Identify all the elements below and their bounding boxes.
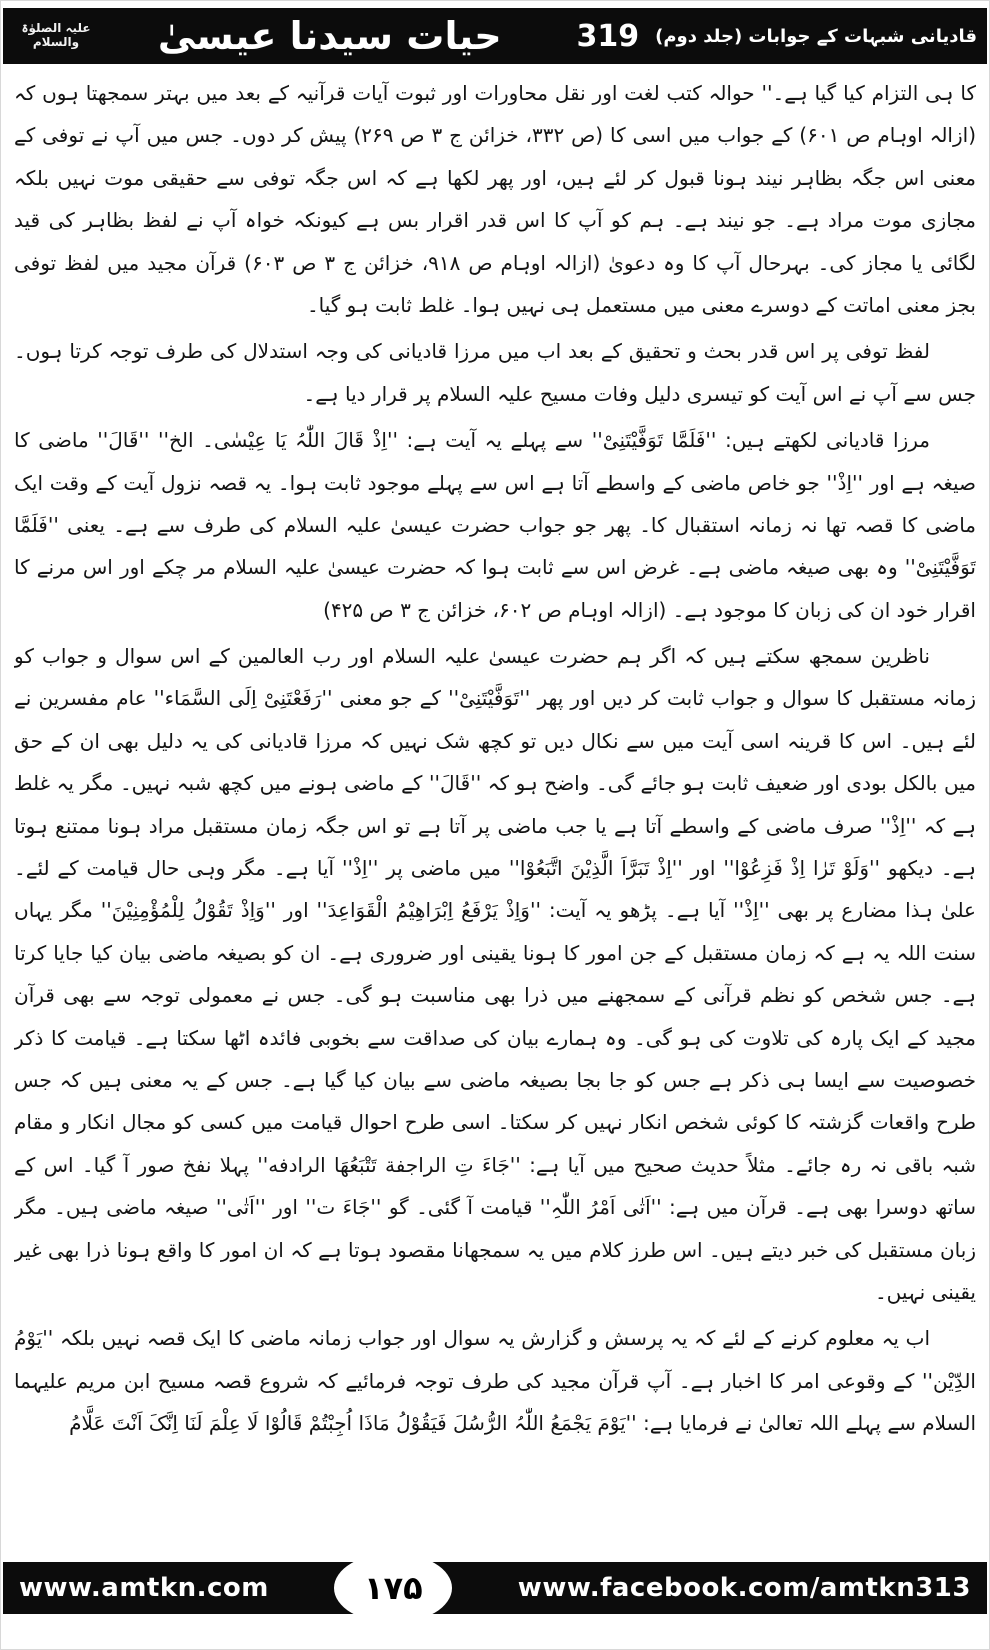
paragraph: مرزا قادیانی لکھتے ہیں: ''فَلَمَّا تَوَفَّیْتَنِیْ'' سے پہلے یہ آیت ہے: ''اِذْ قَالَ اللّٰہُ یَا عِیْسٰی۔ الخ'' ''قَالَ'' ماضی کا صیغہ ہے اور ''اِذْ'' جو خاص ماضی کے واسطے آتا ہے اس سے پہلے موجود ثابت ہوا۔ یہ قصہ نزول آیت کے وقت ایک ماضی کا قصہ تھا نہ زمانہ استقبال کا۔ پھر جو جواب حضرت عیسیٰ علیہ السلام کی طرف سے ہے۔ یعنی ''فَلَمَّا تَوَفَّیْتَنِیْ'' وہ بھی صیغہ ماضی ہے۔ غرض اس سے ثابت ہوا کہ حضرت عیسیٰ علیہ السلام مر چکے اور اس مرنے کا اقرار خود ان کی زبان کا موجود ہے۔ (ازالہ اوہام ص ۶۰۲، خزائن ج ۳ ص ۴۲۵): [14, 428, 976, 622]
body-text: [14, 72, 976, 1550]
page-number: 319: [576, 18, 640, 54]
paragraph: کا ہی التزام کیا گیا ہے۔'' حوالہ کتب لغت اور نقل محاورات اور ثبوت آیات قرآنیہ کے بعد میں بہتر سمجھتا ہوں کہ (ازالہ اوہام ص ۶۰۱) کے جواب میں اسی کا (ص ۳۳۲، خزائن ج ۳ ص ۲۶۹) پیش کر دوں۔ جس میں آپ نے توفی کے معنی اس جگہ بظاہر نیند ہونا قبول کر لئے ہیں، اور پھر لکھا ہے کہ اس جگہ توفی سے حقیقی موت نہیں بلکہ مجازی موت مراد ہے۔ جو نیند ہے۔ ہم کو آپ کا اس قدر اقرار بس ہے کیونکہ خواہ آپ نے لفظ بظاہر کی قید لگائی یا مجاز کی۔ بہرحال آپ کا وہ دعویٰ (ازالہ اوہام ص ۹۱۸، خزائن ج ۳ ص ۶۰۳) قرآن مجید میں لفظ توفی بجز معنی اماتت کے دوسرے معنی میں مستعمل ہی نہیں ہوا۔ غلط ثابت ہو گیا۔: [14, 81, 976, 317]
calligraphy-seal: علیہ الصلوٰۃ والسلام: [21, 21, 91, 49]
chapter-title: قادیانی شبہات کے جوابات (جلد دوم): [655, 25, 977, 47]
book-title: حیات سیدنا عیسیٰ: [157, 14, 502, 58]
header-band: [3, 8, 987, 64]
paragraph: اب یہ معلوم کرنے کے لئے کہ یہ پرسش و گزارش یہ سوال اور جواب زمانہ ماضی کا ایک قصہ نہیں بلکہ ''یَوْمُ الدِّیْن'' کے وقوعی امر کا اخبار ہے۔ آپ قرآن مجید کی طرف توجہ فرمائیے کہ شروع قصہ مسیح ابن مریم علیہما السلام سے پہلے اللہ تعالیٰ نے فرمایا ہے: ''یَوْمَ یَجْمَعُ اللّٰہُ الرُّسُلَ فَیَقُوْلُ مَاذَا اُجِبْتُمْ قَالُوْا لَا عِلْمَ لَنَا اِنَّکَ اَنْتَ عَلَّامُ: [14, 1326, 976, 1436]
footer-page-number-oval: ۱۷۵: [337, 1556, 449, 1620]
paragraph: ناظرین سمجھ سکتے ہیں کہ اگر ہم حضرت عیسیٰ علیہ السلام اور رب العالمین کے اس سوال و جواب کو زمانہ مستقبل کا سوال و جواب ثابت کر دیں اور پھر ''تَوَفَّیْتَنِیْ'' کے جو معنی ''رَفَعْتَنِیْ اِلَی السَّمَاء'' عام مفسرین نے لئے ہیں۔ اس کا قرینہ اسی آیت میں سے نکال دیں تو کچھ شک نہیں کہ مرزا قادیانی کی یہ دلیل بھی ان کے حق میں بالکل بودی اور ضعیف ثابت ہو جائے گی۔ واضح ہو کہ ''قَالَ'' کے ماضی ہونے میں کچھ شبہ نہیں۔ مگر یہ غلط ہے کہ ''اِذْ'' صرف ماضی کے واسطے آتا ہے یا جب ماضی پر آتا ہے تو اس جگہ زمان مستقبل مراد ہونا ممتنع ہوتا ہے۔ دیکھو ''وَلَوْ تَرٰا اِذْ فَزِعُوْا'' اور ''اِذْ تَبَرَّاَ الَّذِیْنَ اتَّبَعُوْا'' میں ماضی پر ''اِذْ'' آیا ہے۔ مگر وہی حال قیامت کے لئے۔ علیٰ ہذا مضارع پر بھی ''اِذْ'' آیا ہے۔ پڑھو یہ آیت: ''وَاِذْ یَرْفَعُ اِبْرَاهِیْمُ الْقَوَاعِدَ'' اور ''وَاِذْ تَقُوْلُ لِلْمُؤْمِنِیْنَ'' مگر یہاں سنت اللہ یہ ہے کہ زمان مستقبل کے جن امور کا ہونا یقینی اور ضروری ہے۔ ان کو بصیغہ ماضی بیان کیا جایا کرتا ہے۔ جس شخص کو نظم قرآنی کے سمجھنے میں ذرا بھی مناسبت ہو گی۔ جس نے معمولی توجہ سے بھی قرآن مجید کے ایک پارہ کی تلاوت کی ہو گی۔ وہ ہمارے بیان کی صداقت سے بخوبی فائدہ اٹھا سکتا ہے۔ قیامت کا ذکر خصوصیت سے ایسا ہی ذکر ہے جس کو جا بجا بصیغہ ماضی سے بیان کیا گیا ہے۔ جس کے یہ معنی ہیں کہ جس طرح واقعات گزشتہ کا کوئی شخص انکار نہیں کر سکتا۔ اسی طرح احوال قیامت میں کسی کو مجال انکار و مقام شبہ باقی نہ رہ جائے۔ مثلاً حدیث صحیح میں آیا ہے: ''جَاءَ تِ الراجفة تَتْبَعُهَا الرادفه'' پہلا نفخ صور آ گیا۔ اس کے ساتھ دوسرا بھی ہے۔ قرآن میں ہے: ''اَتٰی اَمْرُ اللّٰہِ'' قیامت آ گئی۔ گو ''جَاءَ ت'' اور ''اَتٰی'' صیغہ ماضی ہیں۔ مگر زبان مستقبل کی خبر دیتے ہیں۔ اس طرز کلام میں یہ سمجھانا مقصود ہوتا ہے کہ ان امور کا واقع ہونا ذرا بھی غیر یقینی نہیں۔: [14, 644, 976, 1304]
footer-left-url: www.amtkn.com: [19, 1573, 269, 1603]
footer-right-url: www.facebook.com/amtkn313: [517, 1573, 971, 1603]
footer-band: [3, 1562, 987, 1614]
paragraph: لفظ توفی پر اس قدر بحث و تحقیق کے بعد اب میں مرزا قادیانی کی وجہ استدلال کی طرف توجہ کرتا ہوں۔ جس سے آپ نے اس آیت کو تیسری دلیل وفات مسیح علیہ السلام پر قرار دیا ہے۔: [14, 339, 976, 406]
